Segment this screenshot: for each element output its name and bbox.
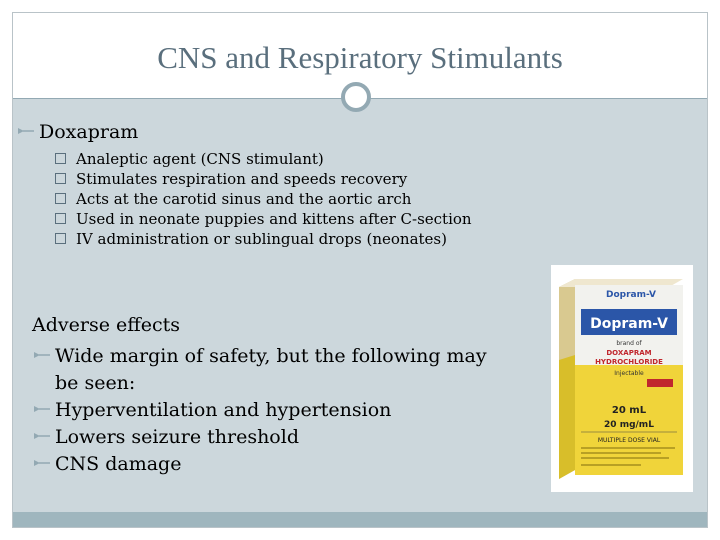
product-volume: 20 mL <box>611 405 647 416</box>
slide-title: CNS and Respiratory Stimulants <box>157 40 563 75</box>
product-brand-small: Dopram-V <box>605 290 657 300</box>
product-form: Injectable <box>614 370 644 377</box>
adverse-effects-list <box>32 343 522 478</box>
main-bullet-text: Doxapram <box>39 121 139 143</box>
square-bullet-icon <box>55 213 66 224</box>
arrow-bullet-icon <box>32 404 52 414</box>
arrow-bullet-icon <box>32 431 52 441</box>
sub-bullet: Acts at the carotid sinus and the aortic arch <box>55 189 472 209</box>
arrow-bullet-icon <box>32 458 52 468</box>
sub-bullet: IV administration or sublingual drops (neonates) <box>55 229 472 249</box>
adverse-item: CNS damage <box>32 451 522 478</box>
square-bullet-icon <box>55 173 66 184</box>
adverse-effects-heading: Adverse effects <box>32 314 180 336</box>
arrow-bullet-icon <box>32 350 52 360</box>
divider-ring-icon <box>341 82 371 112</box>
sub-bullet: Stimulates respiration and speeds recovery <box>55 169 472 189</box>
arrow-bullet-icon <box>16 126 36 136</box>
product-drug2: HYDROCHLORIDE <box>595 358 663 366</box>
footer-bar <box>13 512 707 527</box>
product-brand: Dopram-V <box>590 316 668 332</box>
main-bullet <box>16 121 138 143</box>
product-drug: DOXAPRAM <box>606 349 652 357</box>
square-bullet-icon <box>55 153 66 164</box>
adverse-item: Lowers seizure threshold <box>32 424 522 451</box>
product-brand-of: brand of <box>616 340 642 347</box>
sub-bullet-list <box>55 149 472 249</box>
sub-bullet: Analeptic agent (CNS stimulant) <box>55 149 472 169</box>
sub-bullet: Used in neonate puppies and kittens after C-section <box>55 209 472 229</box>
square-bullet-icon <box>55 193 66 204</box>
product-vial: MULTIPLE DOSE VIAL <box>597 437 661 444</box>
dopram-v-product-image <box>551 265 693 492</box>
adverse-item: Hyperventilation and hypertension <box>32 397 522 424</box>
product-concentration: 20 mg/mL <box>604 420 654 430</box>
adverse-item: Wide margin of safety, but the following may be seen: <box>32 343 522 397</box>
square-bullet-icon <box>55 233 66 244</box>
